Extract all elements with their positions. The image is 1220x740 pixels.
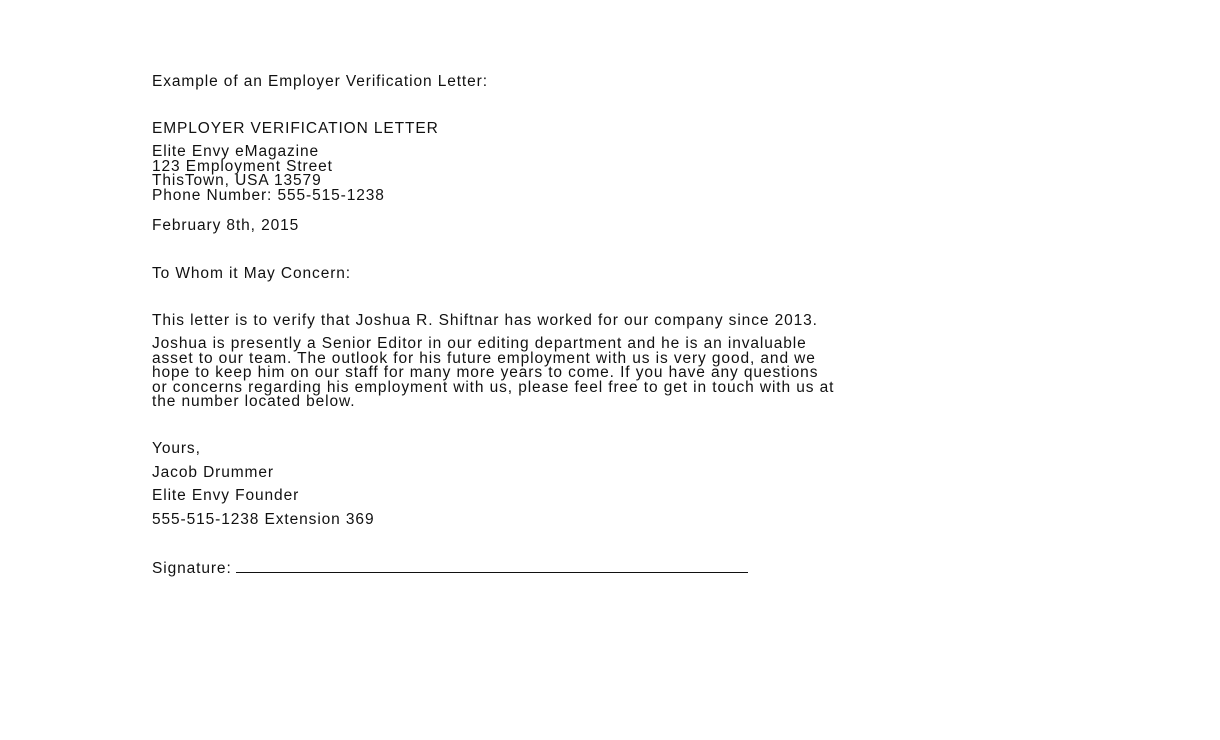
paragraph-2-line: or concerns regarding his employment with us, please feel free to get in touch with us at <box>152 378 835 396</box>
signer-phone: 555-515-1238 Extension 369 <box>152 511 375 528</box>
letter-date: February 8th, 2015 <box>152 217 300 234</box>
city-state-zip: ThisTown, USA 13579 <box>152 172 322 189</box>
signer-name: Jacob Drummer <box>152 464 274 481</box>
intro-heading: Example of an Employer Verification Letter: <box>152 73 488 90</box>
paragraph-1: This letter is to verify that Joshua R. Shiftnar has worked for our company since 2013. <box>152 312 818 329</box>
paragraph-2 <box>152 337 834 410</box>
company-name: Elite Envy eMagazine <box>152 143 320 160</box>
employer-address <box>152 145 385 203</box>
signature-line <box>236 559 748 573</box>
street-address: 123 Employment Street <box>152 157 333 175</box>
signature-label: Signature: <box>152 560 232 577</box>
signature-row <box>152 559 748 576</box>
closing: Yours, <box>152 440 201 457</box>
paragraph-2-line: asset to our team. The outlook for his future employment with us is very good, and we <box>152 349 816 367</box>
salutation: To Whom it May Concern: <box>152 265 352 282</box>
phone-number: Phone Number: 555-515-1238 <box>152 186 385 204</box>
paragraph-2-line: the number located below. <box>152 393 356 410</box>
letter-title: EMPLOYER VERIFICATION LETTER <box>152 120 439 137</box>
paragraph-2-line: hope to keep him on our staff for many more years to come. If you have any questions <box>152 364 819 381</box>
signer-title: Elite Envy Founder <box>152 487 300 504</box>
paragraph-2-line: Joshua is presently a Senior Editor in our editing department and he is an invaluable <box>152 335 807 352</box>
